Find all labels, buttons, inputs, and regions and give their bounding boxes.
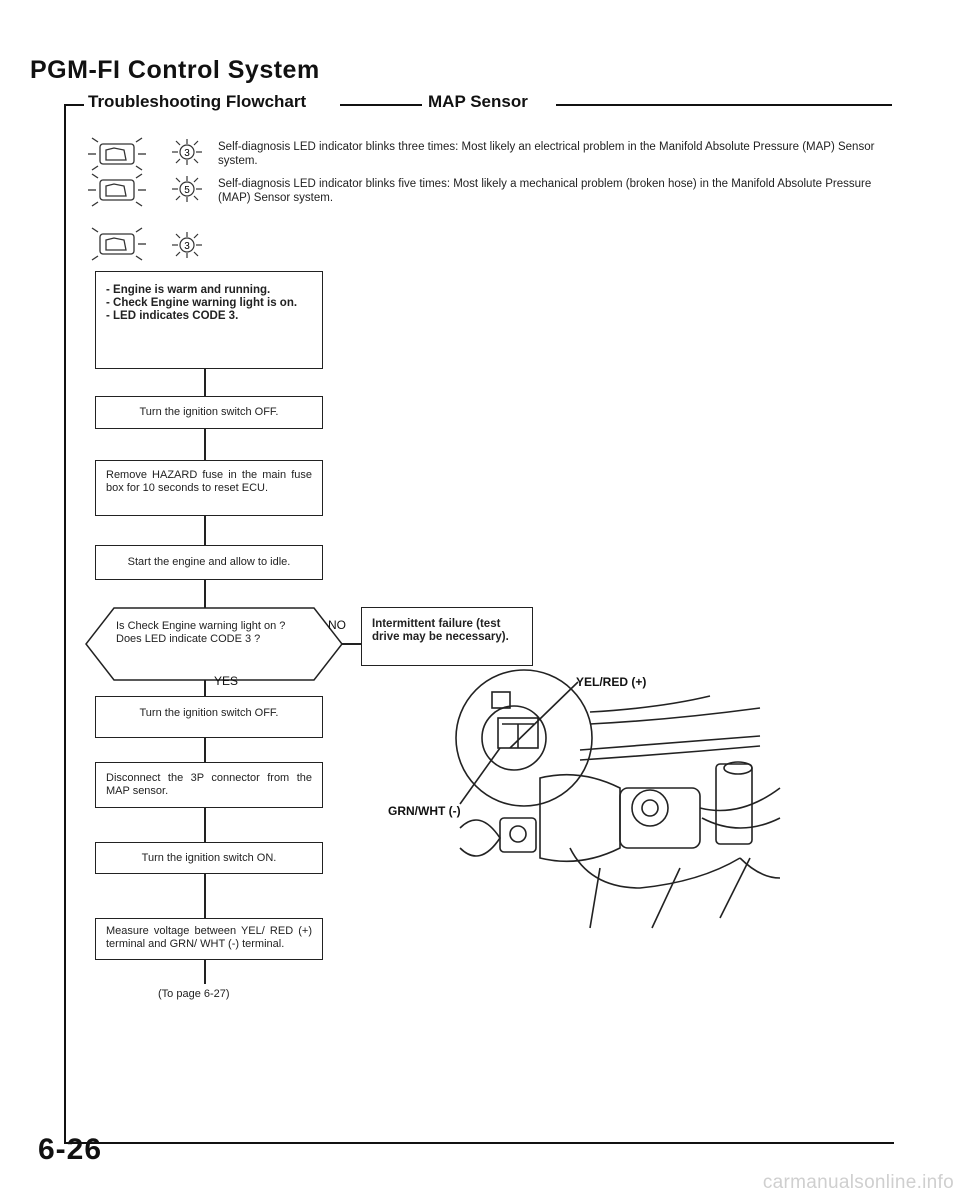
continue-note: (To page 6-27) [158, 988, 230, 1000]
header-rule-mid [340, 104, 422, 106]
start-condition-1: - Engine is warm and running. [106, 284, 271, 296]
page-frame-left [64, 104, 66, 1144]
connector [204, 960, 206, 984]
connector [204, 580, 206, 608]
flow-step-measure-voltage: Measure voltage between YEL/ RED (+) terminal and GRN/ WHT (-) terminal. [95, 918, 323, 960]
yes-label: YES [214, 674, 239, 688]
note-code-5: Self-diagnosis LED indicator blinks five times: Most likely a mechanical problem (broken hose) in the Manifold Absolute Pressure (MAP) Sensor system. [218, 178, 872, 204]
connector [204, 874, 206, 918]
no-label: NO [328, 618, 346, 632]
no-branch-line [342, 643, 361, 645]
flow-step-ignition-off: Turn the ignition switch OFF. [95, 396, 323, 429]
connector [204, 368, 206, 396]
check-engine-light-icon-2 [84, 170, 156, 220]
connector [204, 428, 206, 460]
flow-step-ignition-on: Turn the ignition switch ON. [95, 842, 323, 874]
flow-result-intermittent: Intermittent failure (test drive may be necessary). [361, 607, 533, 666]
check-engine-light-icon-3 [84, 224, 156, 268]
led-code-5-icon [170, 174, 204, 204]
flow-start-box [95, 271, 323, 369]
flow-step-remove-fuse: Remove HAZARD fuse in the main fuse box for 10 seconds to reset ECU. [95, 460, 323, 516]
flow-decision-text: Is Check Engine warning light on ? Does LED indicate CODE 3 ? [116, 620, 286, 645]
connector [204, 515, 206, 545]
led-code-5-number: 5 [184, 185, 190, 196]
label-yel-red-positive: YEL/RED (+) [576, 675, 647, 689]
page-frame-bottom [64, 1142, 894, 1144]
header-rule-left [64, 104, 84, 106]
note-code-3: Self-diagnosis LED indicator blinks three times: Most likely an electrical problem in the Manifold Absolute Pressure (MAP) Sensor system. [218, 141, 875, 167]
section-title: Troubleshooting Flowchart [88, 92, 307, 111]
site-watermark: carmanualsonline.info [762, 1172, 954, 1193]
flow-step-ignition-off-2: Turn the ignition switch OFF. [95, 696, 323, 738]
connector [204, 808, 206, 842]
flow-step-disconnect: Disconnect the 3P connector from the MAP sensor. [95, 762, 323, 808]
led-code-3-legend-icon [170, 230, 204, 260]
page-title: PGM-FI Control System [30, 56, 320, 84]
led-code-3-number: 3 [184, 148, 190, 159]
start-condition-2: - Check Engine warning light is on. [106, 297, 298, 309]
connector [204, 738, 206, 762]
header-rule-right [556, 104, 892, 106]
page-number: 6-26 [38, 1133, 103, 1166]
map-sensor-illustration [440, 668, 790, 938]
label-grn-wht-negative: GRN/WHT (-) [388, 804, 461, 818]
start-condition-3: - LED indicates CODE 3. [106, 310, 239, 322]
flow-step-start-engine: Start the engine and allow to idle. [95, 545, 323, 580]
legend-code-number: 3 [184, 241, 190, 252]
connector [204, 680, 206, 696]
led-code-3-icon [170, 137, 204, 167]
subject-title: MAP Sensor [428, 92, 528, 111]
